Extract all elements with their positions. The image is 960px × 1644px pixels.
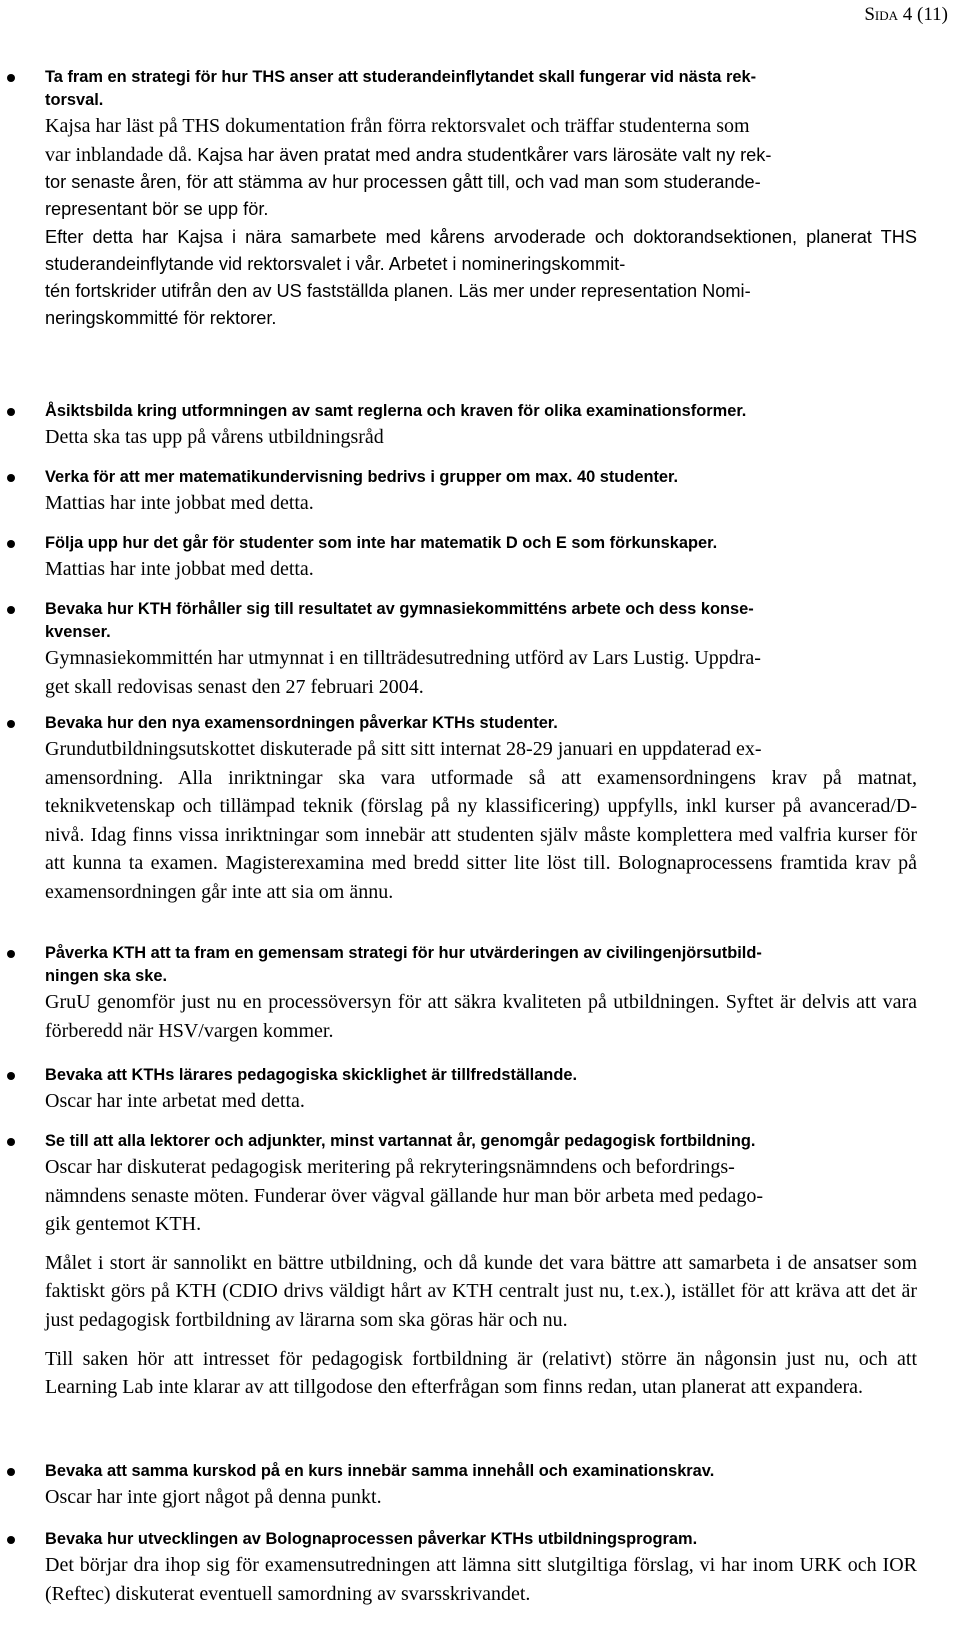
bullet-icon bbox=[7, 1536, 15, 1544]
list-item bbox=[45, 66, 917, 332]
page-number bbox=[864, 4, 948, 26]
item-heading: Ta fram en strategi för hur THS anser att studerandeinflytandet skall fungerar vid nästa rek- torsval. bbox=[45, 68, 757, 109]
item-body bbox=[45, 112, 917, 224]
page-word: Sida bbox=[864, 4, 899, 25]
bullet-icon bbox=[7, 540, 15, 548]
bullet-icon bbox=[7, 606, 15, 614]
list-item bbox=[45, 466, 917, 518]
bullet-icon bbox=[7, 1468, 15, 1476]
list-item bbox=[45, 1130, 917, 1402]
item-text: Det börjar dra ihop sig för examensutredningen att lämna sitt slutgiltiga förslag, vi har inom URK och IOR (Reftec) diskuterat eventuell samordning av svarsskrivandet. bbox=[45, 1554, 917, 1605]
list-item bbox=[45, 1460, 917, 1512]
item-heading: Åsiktsbilda kring utformningen av samt reglerna och kraven för olika examinationsformer. bbox=[45, 402, 747, 420]
item-text: Oscar har inte gjort något på denna punkt. bbox=[45, 1486, 382, 1508]
item-text: Mattias har inte jobbat med detta. bbox=[45, 492, 314, 514]
item-heading: Bevaka att KTHs lärares pedagogiska skicklighet är tillfredställande. bbox=[45, 1066, 577, 1084]
item-text: Oscar har diskuterat pedagogisk meritering på rekryteringsnämndens och befordrings- nämndens senaste möten. Funderar över vägval gällande hur man bör arbeta med pedago- gik gentemot KTH. bbox=[45, 1156, 764, 1236]
list-item bbox=[45, 400, 917, 452]
item-heading: Bevaka hur den nya examensordningen påverkar KTHs studenter. bbox=[45, 714, 558, 732]
item-heading: Se till att alla lektorer och adjunkter, minst vartannat år, genomgår pedagogisk fortbildning. bbox=[45, 1132, 756, 1150]
bullet-icon bbox=[7, 720, 15, 728]
bullet-icon bbox=[7, 950, 15, 958]
item-text: Mattias har inte jobbat med detta. bbox=[45, 558, 314, 580]
item-heading: Följa upp hur det går för studenter som inte har matematik D och E som förkunskaper. bbox=[45, 534, 718, 552]
item-text: Kajsa har läst på THS dokumentation från förra rektorsvalet och träffar studenterna som var inblandade då. bbox=[45, 115, 750, 166]
list-item bbox=[45, 532, 917, 584]
item-heading: Verka för att mer matematikundervisning bedrivs i grupper om max. 40 studenter. bbox=[45, 468, 679, 486]
bullet-icon bbox=[7, 74, 15, 82]
bullet-icon bbox=[7, 1138, 15, 1146]
item-text-sans: Efter detta har Kajsa i nära samarbete med kårens arvoderade och doktorandsektionen, planerat THS studerandeinflytande vid rektorsvalet i vår. Arbetet i nomineringskommit- tén fortskrider utifrån den av US fastställda planen. Läs mer under representation Nomi- neringskommitté för rektorer. bbox=[45, 226, 917, 329]
item-heading: Bevaka att samma kurskod på en kurs innebär samma innehåll och examinationskrav. bbox=[45, 1462, 715, 1480]
item-text: Målet i stort är sannolikt en bättre utbildning, och då kunde det vara bättre att samarbeta i de ansatser som faktiskt görs på KTH (CDIO drivs väldigt hårt av KTH centralt just nu, t.ex.), istället för att kräva att det är just pedagogisk fortbildning av lärarna som ska göras här och nu. bbox=[45, 1251, 917, 1331]
bullet-icon bbox=[7, 1072, 15, 1080]
bullet-icon bbox=[7, 474, 15, 482]
item-text: Till saken hör att intresset för pedagogisk fortbildning är (relativt) större än någonsin just nu, och att Learning Lab inte klarar av att tillgodose den efterfrågan som finns redan, utan planerat att expandera. bbox=[45, 1347, 917, 1399]
item-heading: Bevaka hur utvecklingen av Bolognaprocessen påverkar KTHs utbildningsprogram. bbox=[45, 1530, 698, 1548]
item-heading: Påverka KTH att ta fram en gemensam strategi för hur utvärderingen av civilingenjörsutbild- ningen ska ske. bbox=[45, 944, 762, 985]
list-item bbox=[45, 598, 917, 701]
item-text: Grundutbildningsutskottet diskuterade på sitt sitt internat 28-29 januari en uppdaterad ex- amensordning. Alla inriktningar ska vara utformade så att examensordningens krav på matnat, teknikvetenskap och tillämpad teknik (förslag på ny klassificering) uppfylls, inkl kurser på avancerad/D-nivå. Idag finns vissa inriktningar som innebär att studenten själv måste komplettera med valfria kurser för att kunna ta examen. Magisterexamina med bredd sitter lite löst till. Bolognaprocessens framtida krav på examensordningen går inte att sia om ännu. bbox=[45, 738, 917, 903]
item-text: Detta ska tas upp på vårens utbildningsråd bbox=[45, 426, 384, 448]
list-item bbox=[45, 942, 917, 1045]
item-text: GruU genomför just nu en processöversyn för att säkra kvaliteten på utbildningen. Syftet är delvis att vara förberedd när HSV/vargen kommer. bbox=[45, 991, 917, 1042]
item-text: Gymnasiekommittén har utmynnat i en tillträdesutredning utförd av Lars Lustig. Uppdra- get skall redovisas senast den 27 februari 2004. bbox=[45, 647, 761, 698]
list-item bbox=[45, 1064, 917, 1116]
item-text: Oscar har inte arbetat med detta. bbox=[45, 1090, 305, 1112]
bullet-icon bbox=[7, 408, 15, 416]
item-text-sans: Kajsa har även pratat med andra studentkårer vars lärosäte valt ny rek- tor senaste åren, för att stämma av hur processen gått till, och vad man som studerande- representant bör se upp för. bbox=[45, 144, 772, 220]
page-count: 4 (11) bbox=[902, 4, 948, 25]
list-item bbox=[45, 712, 917, 907]
list-item bbox=[45, 1528, 917, 1608]
item-heading: Bevaka hur KTH förhåller sig till resultatet av gymnasiekommitténs arbete och dess konse- kvenser. bbox=[45, 600, 754, 641]
